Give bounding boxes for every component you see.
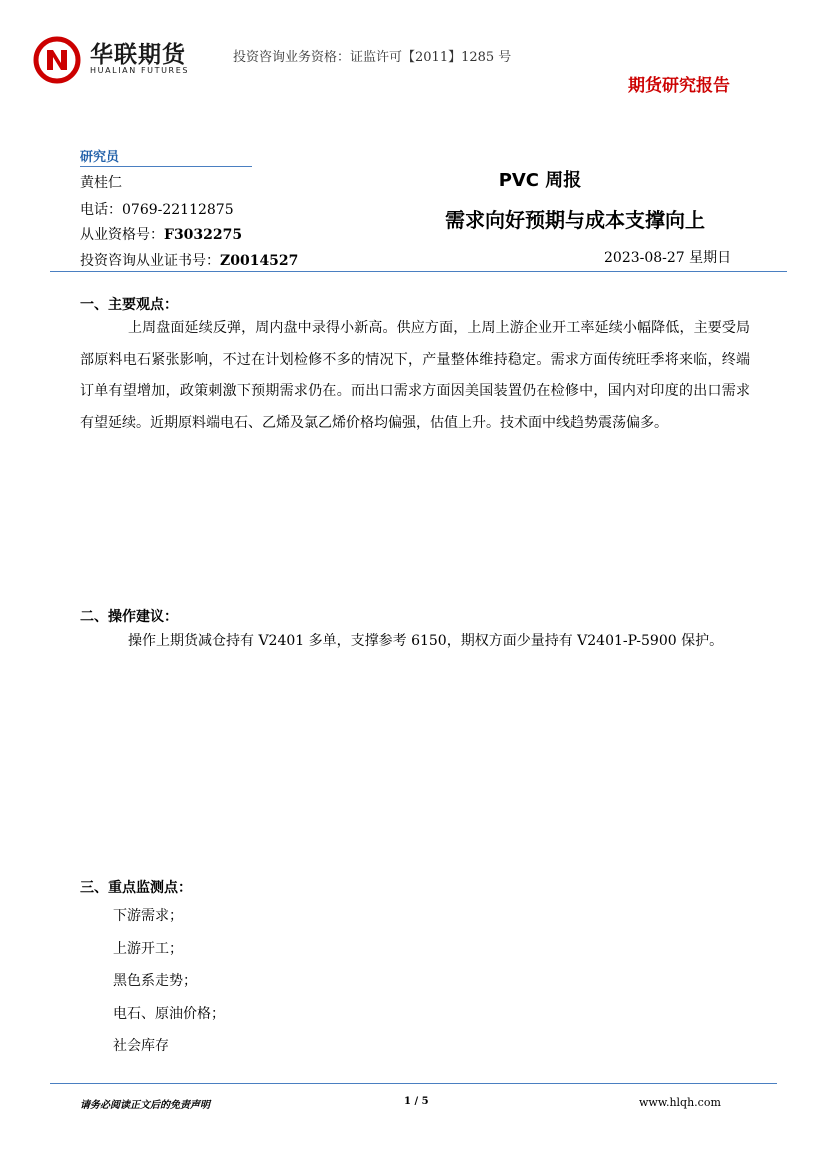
- brand-name-en: HUALIAN FUTURES: [90, 66, 190, 75]
- analyst-qualification: 从业资格号：F3032275: [80, 227, 243, 243]
- report-subtitle: 需求向好预期与成本支撑向上: [445, 208, 705, 232]
- report-type-label: 期货研究报告: [628, 76, 730, 96]
- monitor-item: 上游开工；: [113, 941, 183, 957]
- analyst-name: 黄桂仁: [80, 175, 122, 191]
- brand-name-cn: 华联期货: [90, 42, 186, 68]
- section-views-text: 上周盘面延续反弹，周内盘中录得小新高。供应方面，上周上游企业开工率延续小幅降低，主要受局部原料电石紧张影响，不过在计划检修不多的情况下，产量整体维持稳定。需求方面传统旺季将来临，终端订单有望增加，政策刺激下预期需求仍在。而出口需求方面因美国装置仍在检修中，国内对印度的出口需求有望延续。近期原料端电石、乙烯及氯乙烯价格均偏强，估值上升。技术面中线趋势震荡偏多。: [80, 320, 750, 431]
- monitor-item: 电石、原油价格；: [113, 1006, 225, 1022]
- footer-divider: [50, 1083, 777, 1084]
- footer-website-link[interactable]: www.hlqh.com: [639, 1096, 721, 1109]
- footer-disclaimer: 请务必阅读正文后的免责声明: [80, 1100, 210, 1111]
- section-advice-text: 操作上期货减仓持有 V2401 多单，支撑参考 6150，期权方面少量持有 V2401-P-5900 保护。: [128, 633, 724, 649]
- report-title: PVC 周报: [498, 170, 582, 191]
- section-views-heading: 一、主要观点：: [80, 297, 178, 313]
- section-monitor-heading: 三、重点监测点：: [80, 880, 192, 896]
- analyst-advisory-cert: 投资咨询从业证书号：Z0014527: [80, 253, 299, 269]
- monitor-item: 黑色系走势；: [113, 973, 197, 989]
- analyst-heading: 研究员: [80, 150, 120, 165]
- page-number: 1 / 5: [404, 1096, 429, 1107]
- monitor-item: 下游需求；: [113, 908, 183, 924]
- analyst-phone: 电话：0769-22112875: [80, 202, 234, 218]
- hualian-logo-icon: [33, 36, 81, 84]
- report-date: 2023-08-27 星期日: [604, 250, 732, 266]
- header-divider: [50, 271, 787, 272]
- analyst-divider: [80, 166, 252, 167]
- monitor-item: 社会库存: [113, 1038, 169, 1054]
- section-advice-heading: 二、操作建议：: [80, 609, 178, 625]
- license-text: 投资咨询业务资格：证监许可【2011】1285 号: [233, 50, 512, 65]
